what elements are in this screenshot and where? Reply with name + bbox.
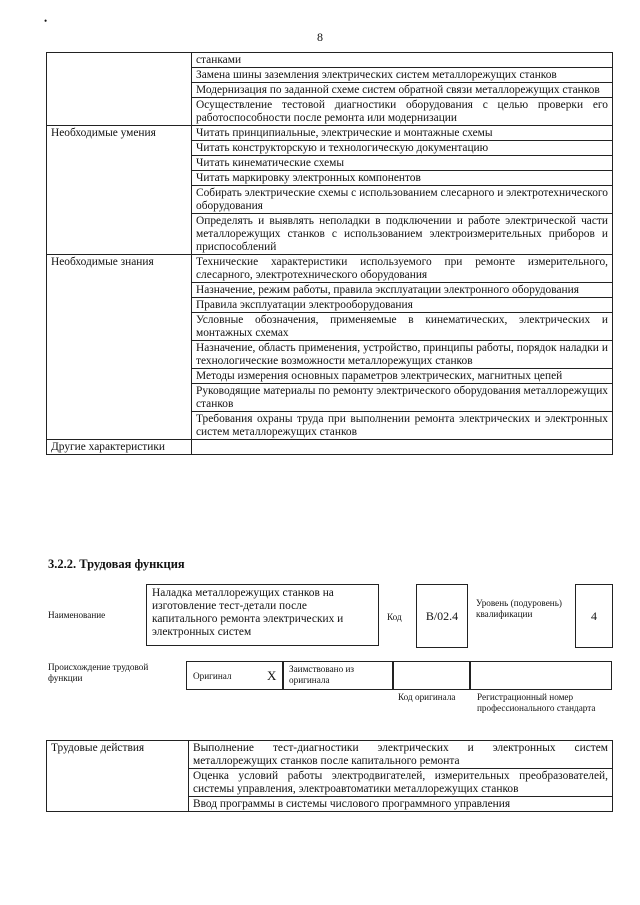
name-label: Наименование	[48, 610, 106, 620]
table-cell: Выполнение тест-диагностики электрических и электронных систем металлорежущих станков после капитального ремонта	[189, 741, 613, 769]
table-cell: Замена шины заземления электрических систем металлорежущих станков	[192, 68, 613, 83]
table-cell: Осуществление тестовой диагностики оборудования с целью проверки его работоспособности после ремонта или модернизации	[192, 98, 613, 126]
table-row	[47, 53, 613, 68]
origin-label: Происхождение трудовой функции	[48, 662, 149, 683]
table-cell: Технические характеристики используемого при ремонте измерительного, слесарного, электротехнического оборудования	[192, 255, 613, 283]
table-cell: Читать принципиальные, электрические и монтажные схемы	[192, 126, 613, 141]
table-row	[47, 126, 613, 141]
function-name-box: Наладка металлорежущих станков на изготовление тест-детали после капитального ремонта электрических и электронных систем	[146, 584, 379, 646]
table-cell: Методы измерения основных параметров электрических, магнитных цепей	[192, 369, 613, 384]
table-cell: Условные обозначения, применяемые в кинематических, электрических и монтажных схемах	[192, 313, 613, 341]
table-row	[47, 741, 613, 769]
table-cell: станками	[192, 53, 613, 68]
section-heading: 3.2.2. Трудовая функция	[48, 557, 185, 571]
table-cell: Правила эксплуатации электрооборудования	[192, 298, 613, 313]
function-code-box: B/02.4	[416, 584, 468, 648]
row-label-skills: Необходимые умения	[47, 126, 192, 255]
row-label-actions: Трудовые действия	[47, 741, 189, 812]
table-cell: Руководящие материалы по ремонту электрического оборудования металлорежущих станков	[192, 384, 613, 412]
table-cell: Модернизация по заданной схеме систем обратной связи металлорежущих станков	[192, 83, 613, 98]
row-label-other: Другие характеристики	[47, 440, 192, 455]
table-row	[47, 255, 613, 283]
table-row	[47, 440, 613, 455]
table-cell: Читать маркировку электронных компонентов	[192, 171, 613, 186]
table-cell	[192, 440, 613, 455]
competency-table	[46, 52, 613, 455]
labor-actions-table	[46, 740, 613, 812]
table-cell: Назначение, область применения, устройство, принципы работы, порядок наладки и технологические возможности металлорежущих станков	[192, 341, 613, 369]
code-caption: Код оригинала	[398, 692, 456, 702]
origin-reg-cell	[470, 661, 612, 690]
row-label-knowledge: Необходимые знания	[47, 255, 192, 440]
level-label: Уровень (подуровень) квалификации	[476, 598, 562, 619]
origin-borrowed-cell	[283, 661, 393, 690]
stray-mark: •	[44, 16, 48, 26]
table-cell: Ввод программы в системы числового программного управления	[189, 797, 613, 812]
level-box: 4	[575, 584, 613, 648]
table-cell: Читать конструкторскую и технологическую документацию	[192, 141, 613, 156]
page-number: 8	[317, 30, 323, 44]
origin-code-cell	[393, 661, 470, 690]
table-cell: Требования охраны труда при выполнении ремонта электрических и электронных систем металлорежущих станков	[192, 412, 613, 440]
table-cell: Назначение, режим работы, правила эксплуатации электронного оборудования	[192, 283, 613, 298]
reg-caption: Регистрационный номер профессионального стандарта	[477, 692, 596, 713]
borrowed-label: Заимствовано из оригинала	[289, 664, 355, 685]
row-label-empty	[47, 53, 192, 126]
table-cell: Собирать электрические схемы с использованием слесарного и электротехнического оборудования	[192, 186, 613, 214]
original-mark: Х	[267, 668, 277, 683]
code-label: Код	[387, 612, 402, 622]
table-cell: Определять и выявлять неполадки в подключении и работе электрической части металлорежущих станков с использованием электроизмерительных приборов и приспособлений	[192, 214, 613, 255]
table-cell: Читать кинематические схемы	[192, 156, 613, 171]
table-cell: Оценка условий работы электродвигателей, измерительных преобразователей, системы управления, электроавтоматики металлорежущих станков	[189, 769, 613, 797]
origin-original-cell	[186, 661, 283, 690]
original-label: Оригинал	[193, 671, 232, 681]
